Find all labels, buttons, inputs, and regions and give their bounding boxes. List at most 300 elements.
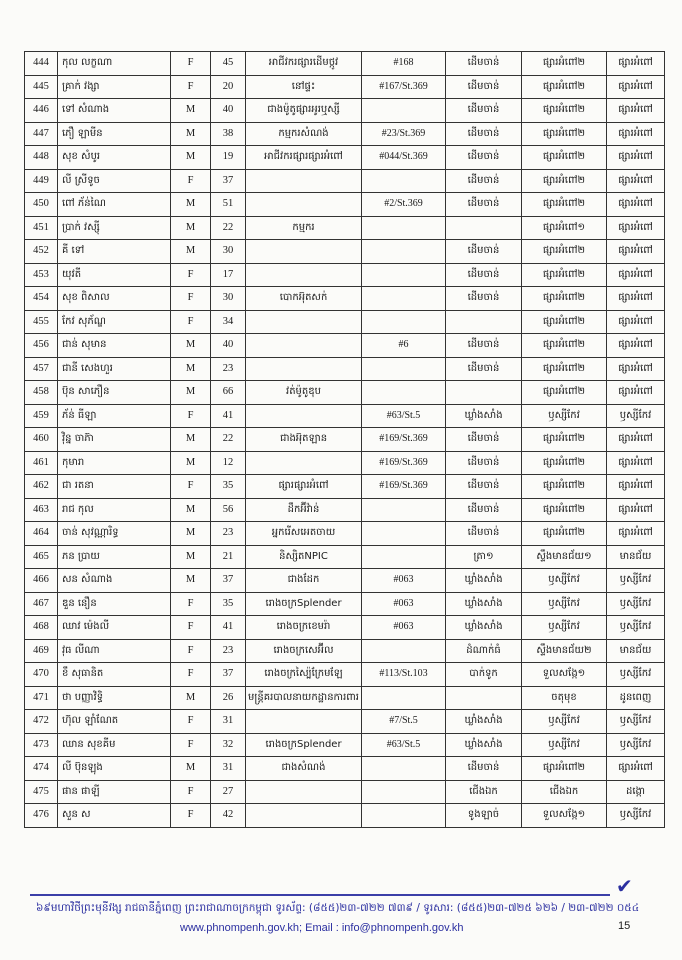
person-name: យុវតី	[58, 263, 171, 287]
age-cell: 41	[211, 616, 246, 640]
age-cell: 30	[211, 287, 246, 311]
village-cell: ដើមចាន់	[446, 757, 522, 781]
table-row	[25, 99, 665, 123]
village-cell: ឃ្លាំងសាំង	[446, 733, 522, 757]
house-number-cell	[362, 216, 446, 240]
house-number-cell	[362, 169, 446, 193]
sex-cell: F	[171, 75, 211, 99]
row-number: 476	[25, 804, 58, 828]
row-number: 451	[25, 216, 58, 240]
village-cell: ដើមចាន់	[446, 475, 522, 499]
occupation-cell: បោកអ៊ុតសក់	[246, 287, 362, 311]
sex-cell: M	[171, 545, 211, 569]
house-number-cell: #113/St.103	[362, 663, 446, 687]
house-number-cell: #7/St.5	[362, 710, 446, 734]
age-cell: 27	[211, 780, 246, 804]
district-cell: ឫស្សីកែវ	[607, 569, 665, 593]
village-cell: ដើមចាន់	[446, 334, 522, 358]
sex-cell: M	[171, 569, 211, 593]
commune-cell: ទួលសង្កែ១	[522, 804, 607, 828]
commune-cell: ឫស្សីកែវ	[522, 569, 607, 593]
village-cell: ដើមចាន់	[446, 146, 522, 170]
district-cell: ផ្សារអំពៅ	[607, 381, 665, 405]
table-row	[25, 75, 665, 99]
village-cell: ដើមចាន់	[446, 75, 522, 99]
occupation-cell: កម្មករ	[246, 216, 362, 240]
district-cell: ផ្សារអំពៅ	[607, 75, 665, 99]
person-name: ហ៊ុល ឡាំណែត	[58, 710, 171, 734]
row-number: 475	[25, 780, 58, 804]
sex-cell: M	[171, 99, 211, 123]
district-cell: ផ្សារអំពៅ	[607, 216, 665, 240]
occupation-cell	[246, 334, 362, 358]
district-cell: ឫស្សីកែវ	[607, 710, 665, 734]
house-number-cell	[362, 310, 446, 334]
occupation-cell: រោងចក្រខេមរ៉ា	[246, 616, 362, 640]
sex-cell: M	[171, 216, 211, 240]
sex-cell: F	[171, 710, 211, 734]
person-name: ទៅ សំណាង	[58, 99, 171, 123]
row-number: 470	[25, 663, 58, 687]
person-name: ឈាន សុខគីម	[58, 733, 171, 757]
commune-cell: ផ្សារអំពៅ២	[522, 757, 607, 781]
person-name: ប៊ុន សាភឿន	[58, 381, 171, 405]
person-name: ភឿ ឡាមីន	[58, 122, 171, 146]
age-cell: 23	[211, 522, 246, 546]
district-cell: ផ្សារអំពៅ	[607, 99, 665, 123]
commune-cell: ផ្សារអំពៅ២	[522, 357, 607, 381]
age-cell: 32	[211, 733, 246, 757]
commune-cell: ផ្សារអំពៅ២	[522, 99, 607, 123]
age-cell: 23	[211, 639, 246, 663]
district-cell: ផ្សារអំពៅ	[607, 357, 665, 381]
commune-cell: ផ្សារអំពៅ២	[522, 169, 607, 193]
sex-cell: F	[171, 780, 211, 804]
age-cell: 31	[211, 757, 246, 781]
occupation-cell: រោងចក្រសេអ៊ីល	[246, 639, 362, 663]
person-name: ភ័ន់ ធីឡា	[58, 404, 171, 428]
occupation-cell: រោងចក្រស្ប៉ៃក្រែមឡែ	[246, 663, 362, 687]
row-number: 455	[25, 310, 58, 334]
table-row	[25, 757, 665, 781]
commune-cell: ផ្សារអំពៅ២	[522, 193, 607, 217]
row-number: 474	[25, 757, 58, 781]
row-number: 445	[25, 75, 58, 99]
row-number: 444	[25, 52, 58, 76]
district-cell: ផ្សារអំពៅ	[607, 122, 665, 146]
village-cell: ដើមចាន់	[446, 428, 522, 452]
house-number-cell: #23/St.369	[362, 122, 446, 146]
occupation-cell	[246, 404, 362, 428]
row-number: 453	[25, 263, 58, 287]
commune-cell: ផ្សារអំពៅ២	[522, 122, 607, 146]
table-row	[25, 146, 665, 170]
house-number-cell: #169/St.369	[362, 428, 446, 452]
person-name: ថា បញ្ញាវិទ្ធិ	[58, 686, 171, 710]
district-cell: ផ្សារអំពៅ	[607, 146, 665, 170]
row-number: 467	[25, 592, 58, 616]
village-cell: ត្រា១	[446, 545, 522, 569]
row-number: 456	[25, 334, 58, 358]
age-cell: 37	[211, 169, 246, 193]
occupation-cell	[246, 263, 362, 287]
house-number-cell: #63/St.5	[362, 733, 446, 757]
table-row	[25, 592, 665, 616]
village-cell: ទូងឡាច់	[446, 804, 522, 828]
commune-cell: ជើងឯក	[522, 780, 607, 804]
village-cell: ដើមចាន់	[446, 451, 522, 475]
district-cell: ដូនពេញ	[607, 686, 665, 710]
occupation-cell: រោងចក្រSplender	[246, 592, 362, 616]
occupation-cell: និស្សិតNPIC	[246, 545, 362, 569]
house-number-cell: #063	[362, 592, 446, 616]
sex-cell: M	[171, 240, 211, 264]
house-number-cell: #63/St.5	[362, 404, 446, 428]
commune-cell: ទួលសង្កែ១	[522, 663, 607, 687]
house-number-cell: #168	[362, 52, 446, 76]
commune-cell: ឫស្សីកែវ	[522, 616, 607, 640]
age-cell: 17	[211, 263, 246, 287]
footer-website-email: www.phnompenh.gov.kh; Email : info@phnompenh.gov.kh	[180, 922, 464, 934]
commune-cell: ផ្សារអំពៅ២	[522, 428, 607, 452]
person-name: ចាន់ សុវណ្ណារិទ្ធ	[58, 522, 171, 546]
commune-cell: ផ្សារអំពៅ២	[522, 287, 607, 311]
row-number: 469	[25, 639, 58, 663]
person-name: សុខ ពិសាល	[58, 287, 171, 311]
commune-cell: ឫស្សីកែវ	[522, 733, 607, 757]
district-cell: ផ្សារអំពៅ	[607, 522, 665, 546]
row-number: 452	[25, 240, 58, 264]
age-cell: 23	[211, 357, 246, 381]
village-cell	[446, 310, 522, 334]
village-cell: ដើមចាន់	[446, 498, 522, 522]
commune-cell: ស្ទឹងមានជ័យ២	[522, 639, 607, 663]
table-row	[25, 263, 665, 287]
commune-cell: ផ្សារអំពៅ២	[522, 240, 607, 264]
table-row	[25, 663, 665, 687]
village-cell: ជើងឯក	[446, 780, 522, 804]
row-number: 449	[25, 169, 58, 193]
table-row	[25, 451, 665, 475]
house-number-cell: #167/St.369	[362, 75, 446, 99]
table-row	[25, 804, 665, 828]
house-number-cell: #063	[362, 569, 446, 593]
age-cell: 19	[211, 146, 246, 170]
district-cell: មានជ័យ	[607, 639, 665, 663]
person-name: សួន ស	[58, 804, 171, 828]
district-cell: ផ្សារអំពៅ	[607, 52, 665, 76]
age-cell: 38	[211, 122, 246, 146]
commune-cell: ផ្សារអំពៅ២	[522, 263, 607, 287]
house-number-cell	[362, 287, 446, 311]
age-cell: 40	[211, 334, 246, 358]
records-table	[24, 51, 665, 828]
village-cell: ដំណាក់ធំ	[446, 639, 522, 663]
row-number: 446	[25, 99, 58, 123]
table-row	[25, 686, 665, 710]
sex-cell: F	[171, 287, 211, 311]
occupation-cell: អាជីវករផ្សារដើមថ្កូវ	[246, 52, 362, 76]
table-row	[25, 616, 665, 640]
house-number-cell: #6	[362, 334, 446, 358]
table-row	[25, 404, 665, 428]
village-cell	[446, 686, 522, 710]
occupation-cell	[246, 310, 362, 334]
district-cell: ផ្សារអំពៅ	[607, 240, 665, 264]
table-row	[25, 733, 665, 757]
person-name: ប្រាក់ វស្ស៊ី	[58, 216, 171, 240]
row-number: 454	[25, 287, 58, 311]
village-cell	[446, 216, 522, 240]
house-number-cell	[362, 757, 446, 781]
footer-address: ៦៩មហាវិថីព្រះមុនីវង្ស រាជធានីភ្នំពេញ ព្រះរាជាណាចក្រកម្ពុជា ទូរស័ព្ទ: (៨៥៥)២៣-៧២២ ៧៣៩ / ទូរសារ: (៨៥៥)២៣-៧២៥ ៦២៦ / ២៣-៧២២ ០៥៤	[36, 902, 640, 914]
person-name: គី ទៅ	[58, 240, 171, 264]
row-number: 459	[25, 404, 58, 428]
occupation-cell	[246, 804, 362, 828]
sex-cell: F	[171, 310, 211, 334]
district-cell: ឫស្សីកែវ	[607, 663, 665, 687]
person-name: លី ប៊ុនឡុង	[58, 757, 171, 781]
person-name: វ៉ិន្ន ចាភ៊ា	[58, 428, 171, 452]
table-row	[25, 310, 665, 334]
occupation-cell	[246, 193, 362, 217]
age-cell: 26	[211, 686, 246, 710]
sex-cell: F	[171, 404, 211, 428]
person-name: ជា រតនា	[58, 475, 171, 499]
village-cell: ដើមចាន់	[446, 99, 522, 123]
house-number-cell: #169/St.369	[362, 475, 446, 499]
occupation-cell: ដឹកអ៊ីវ៉ាន់	[246, 498, 362, 522]
sex-cell: M	[171, 122, 211, 146]
house-number-cell	[362, 639, 446, 663]
village-cell: ឃ្លាំងសាំង	[446, 616, 522, 640]
table-row	[25, 381, 665, 405]
table-row	[25, 428, 665, 452]
row-number: 464	[25, 522, 58, 546]
age-cell: 35	[211, 475, 246, 499]
row-number: 447	[25, 122, 58, 146]
village-cell	[446, 381, 522, 405]
commune-cell: ផ្សារអំពៅ២	[522, 381, 607, 405]
district-cell: ផ្សារអំពៅ	[607, 757, 665, 781]
district-cell: ផ្សារអំពៅ	[607, 428, 665, 452]
commune-cell: ផ្សារអំពៅ២	[522, 334, 607, 358]
check-mark-icon: ✔	[616, 874, 633, 898]
occupation-cell: ជាងអ៊ុតឡាន	[246, 428, 362, 452]
age-cell: 35	[211, 592, 246, 616]
row-number: 473	[25, 733, 58, 757]
sex-cell: M	[171, 193, 211, 217]
sex-cell: F	[171, 169, 211, 193]
occupation-cell: កម្មករសំណង់	[246, 122, 362, 146]
sex-cell: M	[171, 334, 211, 358]
commune-cell: ផ្សារអំពៅ១	[522, 216, 607, 240]
person-name: ឈាវ ម៉េងលី	[58, 616, 171, 640]
village-cell: ដើមចាន់	[446, 263, 522, 287]
table-row	[25, 475, 665, 499]
village-cell: ឃ្លាំងសាំង	[446, 404, 522, 428]
age-cell: 66	[211, 381, 246, 405]
house-number-cell	[362, 522, 446, 546]
commune-cell: ផ្សារអំពៅ២	[522, 52, 607, 76]
commune-cell: ផ្សារអំពៅ២	[522, 310, 607, 334]
age-cell: 22	[211, 216, 246, 240]
table-row	[25, 522, 665, 546]
house-number-cell	[362, 263, 446, 287]
house-number-cell	[362, 804, 446, 828]
person-name: ពៅ ភ័ន់ណៃ	[58, 193, 171, 217]
occupation-cell	[246, 451, 362, 475]
sex-cell: F	[171, 733, 211, 757]
village-cell: ដើមចាន់	[446, 287, 522, 311]
district-cell: ឫស្សីកែវ	[607, 592, 665, 616]
district-cell: ផ្សារអំពៅ	[607, 498, 665, 522]
table-row	[25, 122, 665, 146]
age-cell: 37	[211, 569, 246, 593]
district-cell: ផ្សារអំពៅ	[607, 451, 665, 475]
village-cell: ដើមចាន់	[446, 240, 522, 264]
occupation-cell	[246, 169, 362, 193]
district-cell: ឫស្សីកែវ	[607, 733, 665, 757]
sex-cell: M	[171, 381, 211, 405]
table-row	[25, 498, 665, 522]
sex-cell: M	[171, 498, 211, 522]
district-cell: ផ្សារអំពៅ	[607, 263, 665, 287]
sex-cell: F	[171, 263, 211, 287]
row-number: 463	[25, 498, 58, 522]
row-number: 460	[25, 428, 58, 452]
commune-cell: ផ្សារអំពៅ២	[522, 498, 607, 522]
person-name: ជានី សេងហួរ	[58, 357, 171, 381]
sex-cell: F	[171, 592, 211, 616]
table-row	[25, 780, 665, 804]
commune-cell: ផ្សារអំពៅ២	[522, 75, 607, 99]
village-cell: បាក់ទូក	[446, 663, 522, 687]
occupation-cell: ផ្សារផ្សារអំពៅ	[246, 475, 362, 499]
person-name: កែវ សុភ័ណ្ឌ	[58, 310, 171, 334]
age-cell: 30	[211, 240, 246, 264]
age-cell: 51	[211, 193, 246, 217]
sex-cell: M	[171, 357, 211, 381]
person-name: វុធ លីណា	[58, 639, 171, 663]
sex-cell: F	[171, 616, 211, 640]
person-name: កុល លក្ខណា	[58, 52, 171, 76]
village-cell: ឃ្លាំងសាំង	[446, 592, 522, 616]
district-cell: ដង្កោ	[607, 780, 665, 804]
house-number-cell: #169/St.369	[362, 451, 446, 475]
occupation-cell: ជាងសំណង់	[246, 757, 362, 781]
sex-cell: M	[171, 522, 211, 546]
person-name: ខឹ សុធានិត	[58, 663, 171, 687]
person-name: ឌួន នឿន	[58, 592, 171, 616]
village-cell: ឃ្លាំងសាំង	[446, 569, 522, 593]
house-number-cell	[362, 498, 446, 522]
sex-cell: M	[171, 686, 211, 710]
age-cell: 12	[211, 451, 246, 475]
row-number: 457	[25, 357, 58, 381]
district-cell: ផ្សារអំពៅ	[607, 287, 665, 311]
person-name: ភន ប្រាយ	[58, 545, 171, 569]
table-row	[25, 357, 665, 381]
commune-cell: ផ្សារអំពៅ២	[522, 522, 607, 546]
table-row	[25, 334, 665, 358]
row-number: 448	[25, 146, 58, 170]
sex-cell: M	[171, 428, 211, 452]
records-table-container	[24, 51, 664, 828]
commune-cell: ឫស្សីកែវ	[522, 710, 607, 734]
age-cell: 22	[211, 428, 246, 452]
person-name: សុខ សំបូរ	[58, 146, 171, 170]
footer-divider	[30, 894, 610, 896]
commune-cell: ឫស្សីកែវ	[522, 404, 607, 428]
house-number-cell: #2/St.369	[362, 193, 446, 217]
occupation-cell	[246, 710, 362, 734]
age-cell: 40	[211, 99, 246, 123]
table-row	[25, 193, 665, 217]
district-cell: មានជ័យ	[607, 545, 665, 569]
commune-cell: ផ្សារអំពៅ២	[522, 146, 607, 170]
district-cell: ឫស្សីកែវ	[607, 804, 665, 828]
table-row	[25, 240, 665, 264]
village-cell: ដើមចាន់	[446, 193, 522, 217]
sex-cell: F	[171, 663, 211, 687]
village-cell: ដើមចាន់	[446, 357, 522, 381]
table-row	[25, 710, 665, 734]
age-cell: 21	[211, 545, 246, 569]
occupation-cell: អ្នករើសអេតចាយ	[246, 522, 362, 546]
age-cell: 37	[211, 663, 246, 687]
age-cell: 20	[211, 75, 246, 99]
house-number-cell	[362, 357, 446, 381]
table-row	[25, 169, 665, 193]
house-number-cell: #044/St.369	[362, 146, 446, 170]
sex-cell: F	[171, 639, 211, 663]
house-number-cell	[362, 240, 446, 264]
occupation-cell: ជាងម៉ូតូផ្សារអូរឬស្សី	[246, 99, 362, 123]
occupation-cell	[246, 780, 362, 804]
house-number-cell	[362, 780, 446, 804]
commune-cell: ស្ទឹងមានជ័យ១	[522, 545, 607, 569]
sex-cell: M	[171, 757, 211, 781]
sex-cell: F	[171, 52, 211, 76]
house-number-cell	[362, 381, 446, 405]
table-row	[25, 287, 665, 311]
occupation-cell: មន្ត្រីគរបាលនាយកដ្ឋានការពារ	[246, 686, 362, 710]
house-number-cell	[362, 99, 446, 123]
table-row	[25, 569, 665, 593]
house-number-cell	[362, 545, 446, 569]
commune-cell: ចតុមុខ	[522, 686, 607, 710]
district-cell: ឫស្សីកែវ	[607, 404, 665, 428]
occupation-cell: វត់ម៉ូតូឌុប	[246, 381, 362, 405]
table-row	[25, 52, 665, 76]
person-name: ជាន់ សុមាន	[58, 334, 171, 358]
row-number: 471	[25, 686, 58, 710]
sex-cell: F	[171, 804, 211, 828]
age-cell: 34	[211, 310, 246, 334]
sex-cell: M	[171, 451, 211, 475]
occupation-cell: ជាងដែក	[246, 569, 362, 593]
row-number: 472	[25, 710, 58, 734]
age-cell: 56	[211, 498, 246, 522]
age-cell: 31	[211, 710, 246, 734]
district-cell: ផ្សារអំពៅ	[607, 169, 665, 193]
row-number: 462	[25, 475, 58, 499]
table-body	[25, 52, 665, 828]
occupation-cell	[246, 240, 362, 264]
person-name: សន សំណាង	[58, 569, 171, 593]
occupation-cell	[246, 357, 362, 381]
